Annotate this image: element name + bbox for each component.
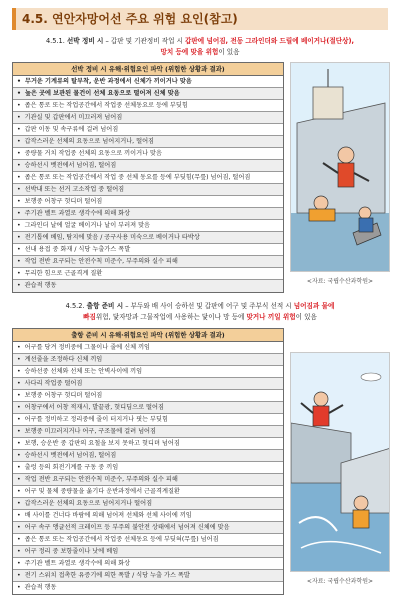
section-1-table [12,62,284,293]
section-2-table-row: • 어구 및 물체 중량물을 옮기다 운반과정에서 근골격계질환 [13,486,283,498]
section-2-table-row: • 출렁 등의 회전기계를 구동 중 끼임 [13,462,283,474]
section-2-table-row: • 관습적 행동 [13,582,283,594]
section-2-table-row: • 주기관 벨트 과열로 생각수에 의해 화상 [13,558,283,570]
section-2-table-row: • 승하선중 선체와 선체 또는 안벽사이에 끼임 [13,366,283,378]
section-1-heading [10,36,390,58]
section-1-table-row: • 주기관 벨트 과열로 생각수에 의해 화상 [13,208,283,220]
section-1-end: 이 있음 [218,48,240,56]
section-1-prefix: 4.5.1. [45,37,67,45]
section-1-table-row: • 좁은 통로 또는 작업공간에서 작업 중 선체 동요를 등에 부딪힘(무릎) 넘어짐, 떨어짐 [13,172,283,184]
section-1-table-row: • 중량물 거치 작업중 선체의 요동으로 끼이거나 맞음 [13,148,283,160]
section-2-prefix: 4.5.2. [65,302,87,310]
section-1-illustration [290,62,390,272]
section-1-table-row: • 승하선시 벳전에서 넘어짐, 떨어짐 [13,160,283,172]
section-2-table-row: • 어구 속구 앵글선적 크레이프 등 부주의 불안전 상태에서 넘어져 신체에 맞음 [13,522,283,534]
section-1-caption: <자료: 국립수산과학원> [306,278,374,285]
section-2-hazard-1: 넘어짐과 물에 [293,302,335,310]
section-1-table-header: 선박 정비 시 유해·위험요인 파악 (위험한 상황과 결과) [13,63,283,76]
section-1-table-row: • 작업 전반 요구되는 안전수칙 미준수, 부주의와 실수 피해 [13,256,283,268]
page-title: 4.5. 연안자망어선 주요 위험 요인(참고) [12,8,388,30]
section-1-lead: 선박 정비 시 [66,37,104,45]
section-2-table-row: • 보행중 어창구 헛디뎌 떨어짐 [13,390,283,402]
section-2-table-row: • 보행, 승운반 중 갑판의 요철을 보지 못하고 헛디뎌 넘어짐 [13,438,283,450]
section-1-table-row: • 좁은 통로 또는 작업공간에서 작업중 선체동요로 등에 부딪힘 [13,100,283,112]
section-2-table-row: • 갑작스러운 선체의 요동으로 넘어지거나 떨어짐 [13,498,283,510]
section-2-table-row: • 좁은 통로 또는 작업공간에서 작업중 선체동요 등에 부딪혀(무릎) 넘어짐 [13,534,283,546]
section-1-table-row: • 관습적 행동 [13,280,283,292]
section-2-heading [10,301,390,323]
section-2-caption: <자료: 국립수산과학원> [306,578,374,585]
section-2-hazard-3: 맞거나 끼일 위험 [246,313,296,321]
section-2-table-header: 출항 준비 시 유해·위험요인 파악 (위험한 상황과 결과) [13,329,283,342]
section-2-table-row: • 승하선시 벳전에서 넘어짐, 떨어짐 [13,450,283,462]
section-1-hazard-1: 갑판에 넘어짐, 전동 그라인더와 드릴에 베이거나(절단상), [185,37,355,45]
section-2-table-row: • 어구 정리 중 보항줄이나 낫에 베임 [13,546,283,558]
section-2-table-row: • 어구를 당겨 정비중에 그물이나 줄에 신체 끼임 [13,342,283,354]
section-2-table-row: • 어구를 정비하고 정리중에 줄이 터지거나 핏는 부딪힘 [13,414,283,426]
section-2-table-row: • 계선줄을 조정하다 신체 끼임 [13,354,283,366]
section-1-table-row: • 무거운 기계류의 탈부착, 운반 과정에서 신체가 끼이거나 맞음 [13,76,283,88]
section-2-middle: – 부두와 배 사이 승하선 및 갑판에 어구 및 주부식 선적 시 [123,302,294,310]
section-1-middle: – 갑판 및 기관정비 작업 시 [103,37,186,45]
section-2-end: 이 있음 [295,313,317,321]
section-1-table-row: • 선박내 또는 선거 고소작업 중 떨어짐 [13,184,283,196]
section-2-table-row: • 배 사이를 건너다 바람에 의해 넘어져 선체와 선체 사이에 끼임 [13,510,283,522]
section-1-table-row: • 무리한 힘으로 근골격계 질환 [13,268,283,280]
section-1-hazard-2: 망치 등에 맞을 위험 [160,48,219,56]
section-2-hazard-2: 빠짐 [83,313,96,321]
section-1-table-row: • 그라인더 날에 얼굴 베이거나 날이 부러져 맞음 [13,220,283,232]
section-2-mid2: 위험, 닻자망과 그물작업에 사용하는 닻이나 망 등에 [95,313,247,321]
section-1-table-row: • 갑판 이동 및 속구류에 걸려 넘어짐 [13,124,283,136]
section-1-table-row: • 갑작스러운 선체의 요동으로 넘어지거나, 떨어짐 [13,136,283,148]
section-1-table-row: • 기관실 및 갑판에서 미끄러져 넘어짐 [13,112,283,124]
section-2-illustration [290,352,390,572]
section-1-table-row: • 전기톱에 베임, 탐지에 맞음 / 공구사용 미숙으로 베이거나 타박상 [13,232,283,244]
section-1-table-row: • 보행중 어창구 헛디뎌 떨어짐 [13,196,283,208]
section-2-lead: 출항 준비 시 [86,302,124,310]
section-2-table-row: • 사다리 작업중 떨어짐 [13,378,283,390]
section-2-table-row: • 작업 전반 요구되는 안전수칙 미준수, 부주의와 실수 피해 [13,474,283,486]
section-2-table-row: • 보행중 미끄러지거나 어구, 구조물에 걸려 넘어짐 [13,426,283,438]
section-1-table-row: • 높은 곳에 보관된 물건이 선체 요동으로 떨어져 신체 맞음 [13,88,283,100]
section-1-table-row: • 선내 용접 중 화재 / 식당 누출가스 폭발 [13,244,283,256]
section-2-table-row: • 어창구에서 어창 적재시, 발끝광, 헛디딤으로 떨어짐 [13,402,283,414]
section-2-table-row: • 전기 스위치 접촉한 유증기에 의한 폭발 / 식당 누출 가스 폭발 [13,570,283,582]
section-2-table [12,328,284,595]
